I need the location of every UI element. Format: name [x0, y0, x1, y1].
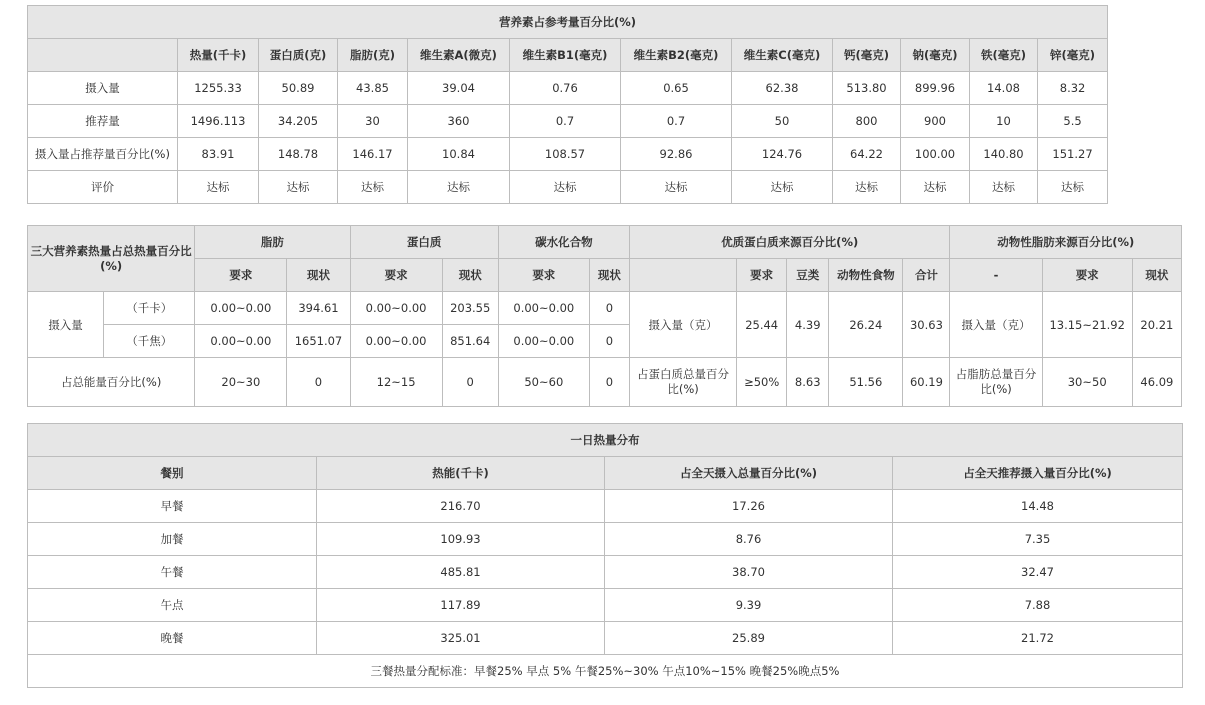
- table-cell: 485.81: [317, 556, 605, 589]
- table-cell: 25.44: [737, 292, 787, 358]
- table-cell: 20.21: [1132, 292, 1181, 358]
- sub-header-animal-food: 动物性食物: [829, 259, 903, 292]
- table-cell: 325.01: [317, 622, 605, 655]
- table-cell: 100.00: [901, 138, 970, 171]
- table-cell: 92.86: [621, 138, 732, 171]
- table-cell: 83.91: [178, 138, 259, 171]
- table-cell: 124.76: [732, 138, 833, 171]
- row-label: 推荐量: [28, 105, 178, 138]
- table-cell: 17.26: [605, 490, 893, 523]
- header-cell: [28, 39, 178, 72]
- header-cell: 维生素B2(毫克): [621, 39, 732, 72]
- table-cell: ≥50%: [737, 358, 787, 407]
- table-row: [28, 72, 1108, 105]
- table-cell: 851.64: [442, 325, 498, 358]
- group-header-animal-fat: 动物性脂肪来源百分比(%): [950, 226, 1182, 259]
- header-cell: 钙(毫克): [833, 39, 901, 72]
- sub-header-requirement: 要求: [1042, 259, 1132, 292]
- nutrient-table-title: 营养素占参考量百分比(%): [28, 6, 1108, 39]
- table-row: [28, 556, 1183, 589]
- header-energy: 热能(千卡): [317, 457, 605, 490]
- table-cell: 148.78: [259, 138, 338, 171]
- table-cell: 14.48: [893, 490, 1183, 523]
- table-cell: 899.96: [901, 72, 970, 105]
- evaluation-cell: 达标: [1038, 171, 1108, 204]
- table-cell: 0.00~0.00: [498, 292, 589, 325]
- nutrient-header-row: [28, 39, 1108, 72]
- energy-percent-label: 占总能量百分比(%): [28, 358, 195, 407]
- group-header-quality-protein: 优质蛋白质来源百分比(%): [629, 226, 950, 259]
- meal-name: 加餐: [28, 523, 317, 556]
- table-cell: 10: [970, 105, 1038, 138]
- table-cell: 146.17: [338, 138, 408, 171]
- table-cell: 5.5: [1038, 105, 1108, 138]
- table-cell: 0: [589, 358, 629, 407]
- sub-header-current: 现状: [589, 259, 629, 292]
- table-cell: 43.85: [338, 72, 408, 105]
- header-cell: 脂肪(克): [338, 39, 408, 72]
- table-row: [28, 589, 1183, 622]
- table-cell: 0: [589, 325, 629, 358]
- table-cell: 7.88: [893, 589, 1183, 622]
- table-cell: 38.70: [605, 556, 893, 589]
- table-cell: 1496.113: [178, 105, 259, 138]
- table-cell: 32.47: [893, 556, 1183, 589]
- table-cell: 10.84: [408, 138, 510, 171]
- table-cell: 30.63: [903, 292, 950, 358]
- header-cell: 蛋白质(克): [259, 39, 338, 72]
- sub-header-total: 合计: [903, 259, 950, 292]
- table-cell: 62.38: [732, 72, 833, 105]
- table-cell: 0.00~0.00: [350, 292, 442, 325]
- table-cell: 394.61: [287, 292, 350, 325]
- sub-header-blank: [629, 259, 736, 292]
- table-cell: 0: [589, 292, 629, 325]
- sub-header-requirement: 要求: [498, 259, 589, 292]
- sub-header-beans: 豆类: [787, 259, 829, 292]
- table-row: [28, 138, 1108, 171]
- table-cell: 60.19: [903, 358, 950, 407]
- sub-header-current: 现状: [442, 259, 498, 292]
- fat-percent-label: 占脂肪总量百分比(%): [950, 358, 1042, 407]
- meal-header-row: [28, 457, 1183, 490]
- table-row: [28, 490, 1183, 523]
- macronutrient-corner-header: 三大营养素热量占总热量百分比(%): [28, 226, 195, 292]
- table-cell: 8.76: [605, 523, 893, 556]
- table-cell: 360: [408, 105, 510, 138]
- group-header-fat: 脂肪: [195, 226, 350, 259]
- table-cell: 0.7: [621, 105, 732, 138]
- meal-distribution-standard-note: 三餐热量分配标准：早餐25% 早点 5% 午餐25%~30% 午点10%~15% 晚餐25%晚点5%: [28, 655, 1183, 688]
- table-row: [28, 171, 1108, 204]
- table-cell: 50.89: [259, 72, 338, 105]
- evaluation-cell: 达标: [259, 171, 338, 204]
- evaluation-cell: 达标: [621, 171, 732, 204]
- table-cell: 51.56: [829, 358, 903, 407]
- sub-header-requirement: 要求: [195, 259, 287, 292]
- table-cell: 0.00~0.00: [195, 292, 287, 325]
- sub-header-current: 现状: [1132, 259, 1181, 292]
- table-cell: 25.89: [605, 622, 893, 655]
- group-header-protein: 蛋白质: [350, 226, 498, 259]
- protein-percent-label: 占蛋白质总量百分比(%): [629, 358, 736, 407]
- table-cell: 8.32: [1038, 72, 1108, 105]
- evaluation-cell: 达标: [833, 171, 901, 204]
- protein-intake-label: 摄入量（克）: [629, 292, 736, 358]
- table-cell: 26.24: [829, 292, 903, 358]
- meal-name: 午点: [28, 589, 317, 622]
- table-cell: 34.205: [259, 105, 338, 138]
- table-cell: 109.93: [317, 523, 605, 556]
- sub-header-requirement: 要求: [350, 259, 442, 292]
- table-cell: 1255.33: [178, 72, 259, 105]
- header-meal: 餐别: [28, 457, 317, 490]
- evaluation-cell: 达标: [732, 171, 833, 204]
- table-row: [28, 105, 1108, 138]
- nutrient-reference-table: [27, 5, 1108, 204]
- table-cell: 50~60: [498, 358, 589, 407]
- table-cell: 39.04: [408, 72, 510, 105]
- table-cell: 0: [442, 358, 498, 407]
- table-row: [28, 292, 1182, 325]
- table-cell: 108.57: [510, 138, 621, 171]
- table-cell: 8.63: [787, 358, 829, 407]
- table-cell: 140.80: [970, 138, 1038, 171]
- table-cell: 151.27: [1038, 138, 1108, 171]
- table-cell: 21.72: [893, 622, 1183, 655]
- header-cell: 铁(毫克): [970, 39, 1038, 72]
- table-cell: 12~15: [350, 358, 442, 407]
- table-cell: 0.00~0.00: [350, 325, 442, 358]
- sub-header-requirement: 要求: [737, 259, 787, 292]
- unit-kj-label: （千焦）: [104, 325, 195, 358]
- header-cell: 维生素B1(毫克): [510, 39, 621, 72]
- sub-header-current: 现状: [287, 259, 350, 292]
- table-cell: 0: [287, 358, 350, 407]
- row-label: 摄入量: [28, 72, 178, 105]
- table-cell: 900: [901, 105, 970, 138]
- table-cell: 513.80: [833, 72, 901, 105]
- table-cell: 0.00~0.00: [498, 325, 589, 358]
- evaluation-cell: 达标: [510, 171, 621, 204]
- daily-energy-distribution-table: [27, 423, 1183, 688]
- table-cell: 14.08: [970, 72, 1038, 105]
- table-cell: 50: [732, 105, 833, 138]
- sub-header-row: [28, 259, 1182, 292]
- header-cell: 热量(千卡): [178, 39, 259, 72]
- table-cell: 46.09: [1132, 358, 1181, 407]
- header-intake-percent: 占全天摄入总量百分比(%): [605, 457, 893, 490]
- header-cell: 钠(毫克): [901, 39, 970, 72]
- table-cell: 9.39: [605, 589, 893, 622]
- header-cell: 锌(毫克): [1038, 39, 1108, 72]
- row-label: 评价: [28, 171, 178, 204]
- table-row: [28, 622, 1183, 655]
- table-cell: 800: [833, 105, 901, 138]
- evaluation-cell: 达标: [408, 171, 510, 204]
- table-cell: 0.65: [621, 72, 732, 105]
- evaluation-cell: 达标: [338, 171, 408, 204]
- table-cell: 4.39: [787, 292, 829, 358]
- table-cell: 7.35: [893, 523, 1183, 556]
- table-cell: 0.00~0.00: [195, 325, 287, 358]
- fat-intake-label: 摄入量（克）: [950, 292, 1042, 358]
- table-cell: 0.76: [510, 72, 621, 105]
- table-row: [28, 358, 1182, 407]
- sub-header-dash: -: [950, 259, 1042, 292]
- daily-energy-title: 一日热量分布: [28, 424, 1183, 457]
- table-cell: 216.70: [317, 490, 605, 523]
- group-header-carbohydrate: 碳水化合物: [498, 226, 629, 259]
- table-row: [28, 523, 1183, 556]
- evaluation-cell: 达标: [901, 171, 970, 204]
- evaluation-cell: 达标: [178, 171, 259, 204]
- meal-name: 晚餐: [28, 622, 317, 655]
- table-cell: 30: [338, 105, 408, 138]
- macronutrient-energy-table: [27, 225, 1182, 407]
- table-cell: 13.15~21.92: [1042, 292, 1132, 358]
- header-cell: 维生素C(毫克): [732, 39, 833, 72]
- unit-kcal-label: （千卡）: [104, 292, 195, 325]
- table-cell: 117.89: [317, 589, 605, 622]
- row-label: 摄入量占推荐量百分比(%): [28, 138, 178, 171]
- header-cell: 维生素A(微克): [408, 39, 510, 72]
- table-cell: 0.7: [510, 105, 621, 138]
- meal-name: 午餐: [28, 556, 317, 589]
- meal-name: 早餐: [28, 490, 317, 523]
- table-cell: 20~30: [195, 358, 287, 407]
- header-recommended-percent: 占全天推荐摄入量百分比(%): [893, 457, 1183, 490]
- table-cell: 30~50: [1042, 358, 1132, 407]
- intake-row-label: 摄入量: [28, 292, 104, 358]
- table-cell: 1651.07: [287, 325, 350, 358]
- table-cell: 64.22: [833, 138, 901, 171]
- evaluation-cell: 达标: [970, 171, 1038, 204]
- table-cell: 203.55: [442, 292, 498, 325]
